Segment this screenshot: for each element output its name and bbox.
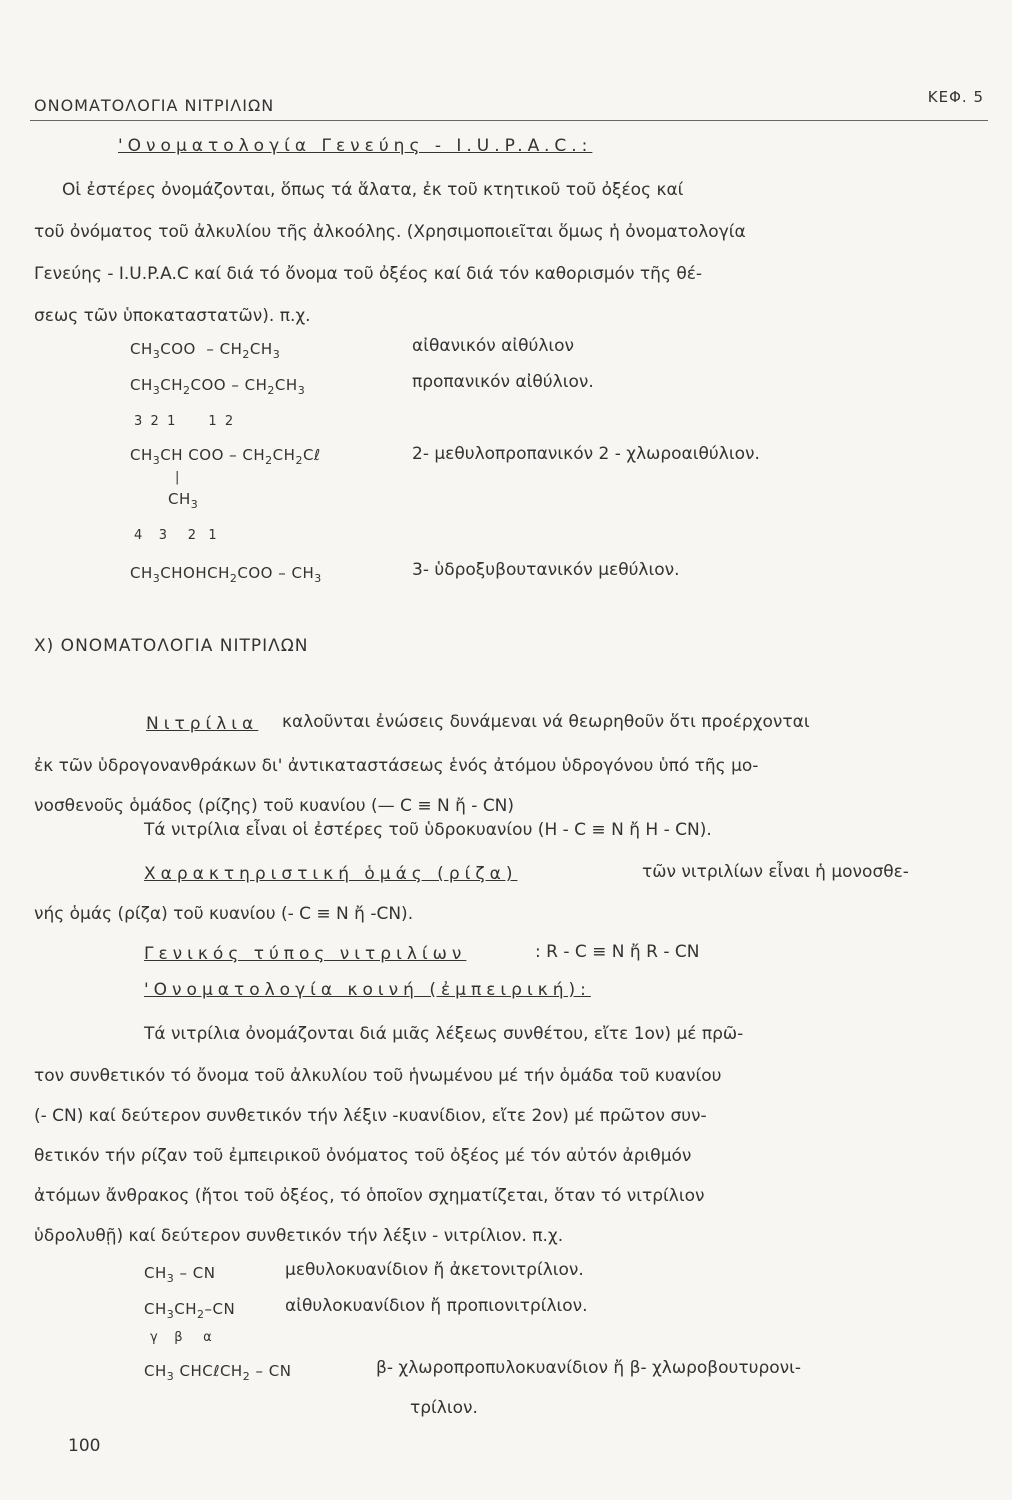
chapter-label: ΚΕΦ. 5 — [927, 88, 984, 106]
nitriles-paragraph-line: νοσθενοῦς ὁμάδος (ρίζης) τοῦ κυανίου (— C ≡ N ἤ - CN) — [34, 796, 515, 816]
iupac-paragraph-line: Γενεύης - I.U.P.A.C καί διά τό ὄνομα τοῦ ὀξέος καί διά τόν καθορισμόν τῆς θέ- — [34, 264, 703, 284]
ester-formula-methyl-hydroxybutanoate: $CH_3CHOHCH_2COO - CH_3$ — [130, 564, 322, 585]
nitrile-formula-chlorobutyronitrile: $CH_3$ CHCℓCH$_2$ – CN — [144, 1362, 292, 1383]
nitriles-paragraph-line: Τά νιτρίλια ὀνομάζονται διά μιᾶς λέξεως συνθέτου, εἴτε 1ον) μέ πρῶ- — [144, 1024, 744, 1044]
nitriles-paragraph-line: ἐκ τῶν ὑδρογονανθράκων δι' ἀντικαταστάσεως ἑνός ἀτόμου ὑδρογόνου ὑπό τῆς μο- — [34, 756, 759, 776]
nitrile-name: β- χλωροπροπυλοκυανίδιον ἤ β- χλωροβουτυρονι- — [376, 1358, 802, 1378]
general-formula: : R - C ≡ N ἤ R - CN — [535, 942, 700, 962]
iupac-paragraph-line: τοῦ ὀνόματος τοῦ ἀλκυλίου τῆς ἀλκοόλης. (Χρησιμοποιεῖται ὅμως ἡ ὀνοματολογία — [34, 222, 746, 242]
iupac-paragraph-line: σεως τῶν ὑποκαταστατῶν). π.χ. — [34, 306, 311, 326]
nitriles-paragraph-line: νής ὁμάς (ρίζα) τοῦ κυανίου (- C ≡ N ἤ -CN). — [34, 904, 414, 924]
section-heading: Χ) ΟΝΟΜΑΤΟΛΟΓΙΑ ΝΙΤΡΙΛΩΝ — [34, 636, 309, 656]
nitriles-paragraph-line: τον συνθετικόν τό ὄνομα τοῦ ἀλκυλίου τοῦ ἡνωμένου μέ τήν ὁμάδα τοῦ κυανίου — [34, 1066, 722, 1086]
greek-position-labels: γ β α — [150, 1330, 212, 1345]
term-nitriles: Νιτρίλια — [146, 714, 259, 734]
page-number: 100 — [68, 1436, 101, 1456]
nitriles-paragraph-line: ἀτόμων ἄνθρακος (ἤτοι τοῦ ὀξέος, τό ὁποῖον σχηματίζεται, ὅταν τό νιτρίλιον — [34, 1186, 705, 1206]
nitriles-paragraph-line: (- CN) καί δεύτερον συνθετικόν τήν λέξιν -κυανίδιον, εἴτε 2ον) μέ πρῶτον συν- — [34, 1106, 707, 1126]
nitriles-paragraph-line: τῶν νιτριλίων εἶναι ἡ μονοσθε- — [642, 862, 909, 882]
nitriles-paragraph-line: θετικόν τήν ρίζαν τοῦ ἐμπειρικοῦ ὀνόματος τοῦ ὀξέος μέ τόν αὐτόν ἀριθμόν — [34, 1146, 692, 1166]
nitrile-formula-acetonitrile: $CH_3$ – CN — [144, 1264, 216, 1285]
iupac-paragraph-line: Οἱ ἐστέρες ὀνομάζονται, ὅπως τά ἅλατα, ἐκ τοῦ κτητικοῦ τοῦ ὀξέος καί — [62, 180, 684, 200]
characteristic-group-heading: Χαρακτηριστική ὁμάς (ρίζα) — [144, 864, 518, 884]
nitrile-name: μεθυλοκυανίδιον ἤ ἀκετονιτρίλιον. — [285, 1260, 584, 1280]
iupac-heading: 'Ονοματολογία Γενεύης - I.U.P.A.C.: — [118, 136, 593, 156]
nitriles-paragraph-line: ὑδρολυθῇ) καί δεύτερον συνθετικόν τήν λέξιν - νιτρίλιον. π.χ. — [34, 1226, 564, 1246]
nitrile-formula-propionitrile: $CH_3CH_2-CN$ — [144, 1300, 236, 1321]
header-rule — [30, 120, 988, 121]
locant-numbers: 4 3 2 1 — [134, 528, 217, 543]
locant-numbers: 3 2 1 1 2 — [134, 414, 234, 429]
nitriles-paragraph-line: καλοῦνται ἐνώσεις δυνάμεναι νά θεωρηθοῦν ὅτι προέρχονται — [282, 712, 810, 732]
nitriles-paragraph-line: Τά νιτρίλια εἶναι οἱ ἐστέρες τοῦ ὑδροκυανίου (H - C ≡ N ἤ H - CN). — [144, 820, 712, 840]
ester-name: 2- μεθυλοπροπανικόν 2 - χλωροαιθύλιον. — [412, 444, 760, 464]
running-header-title: ΟΝΟΜΑΤΟΛΟΓΙΑ ΝΙΤΡΙΛΙΩΝ — [34, 96, 275, 115]
nitrile-name-continuation: τρίλιον. — [410, 1398, 478, 1418]
ester-formula-ethyl-ethanoate: $CH_3COO - CH_2CH_3$ — [130, 340, 281, 361]
ester-name: αἰθανικόν αἰθύλιον — [412, 336, 575, 356]
nitrile-name: αἰθυλοκυανίδιον ἤ προπιονιτρίλιον. — [285, 1296, 588, 1316]
ester-name: 3- ὑδροξυβουτανικόν μεθύλιον. — [412, 560, 680, 580]
ester-formula-ethyl-propanoate: $CH_3CH_2COO - CH_2CH_3$ — [130, 376, 306, 397]
general-formula-heading: Γενικός τύπος νιτριλίων — [144, 944, 467, 964]
branch-bond: | — [175, 470, 180, 485]
ester-formula-chloroethyl-methylpropanoate: $CH_3CH$ COO – $CH_2CH_2C\ell$ — [130, 446, 321, 467]
common-nomenclature-heading: 'Ονοματολογία κοινή (ἐμπειρική): — [144, 980, 591, 1000]
ester-name: προπανικόν αἰθύλιον. — [412, 372, 594, 392]
branch-methyl: $CH_3$ — [168, 490, 199, 511]
